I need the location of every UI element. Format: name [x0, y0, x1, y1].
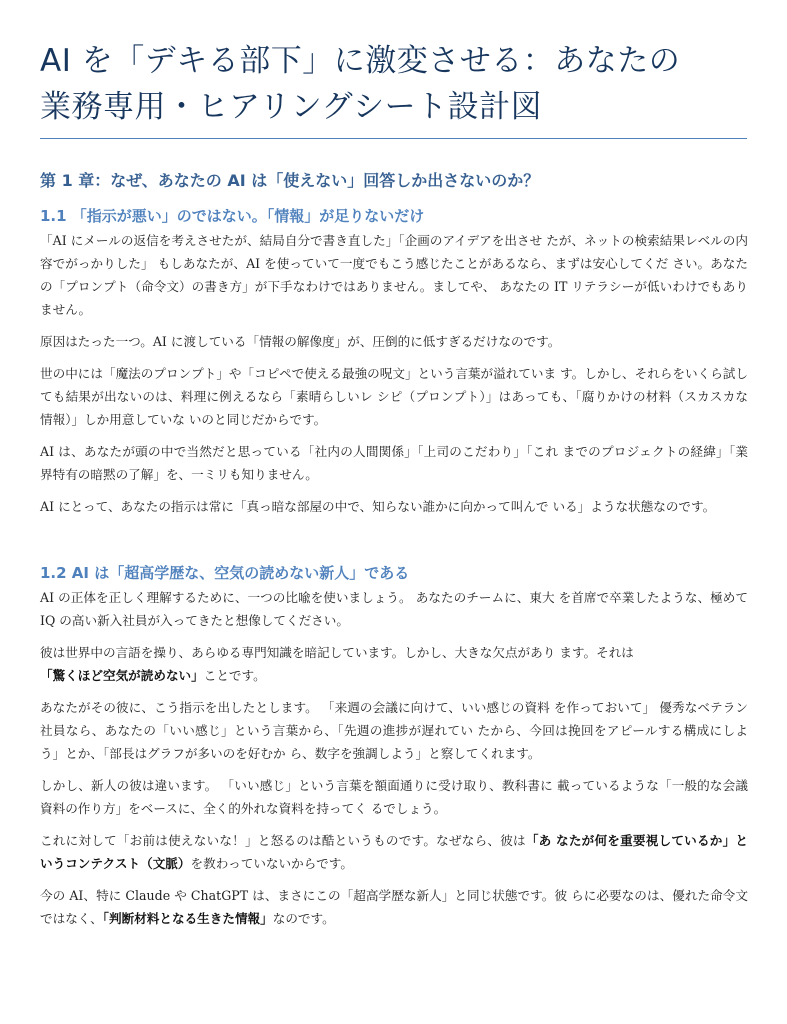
section-1-1-paragraph-5: AI にとって、あなたの指示は常に「真っ暗な部屋の中で、知らない誰かに向かって叫んで いる」ような状態なのです。 [40, 499, 716, 514]
section-1-1-paragraph-1: 「AI にメールの返信を考えさせたが、結局自分で書き直した」「企画のアイデアを出させ たが、ネットの検索結果レベルの内容でがっかりした」 もしあなたが、AI を使っていて一度でもこう感じたことがあるなら、まずは安心してくだ さい。あなたの「プロンプト（命令文）の書き方」が下手なわけではありません。ましてや、 あなたの IT リテラシーが低いわけでもありません。 [40, 233, 748, 317]
section-1-2-heading: 1.2 AI は「超高学歴な、空気の読めない新人」である [40, 564, 410, 582]
section-1-1-heading: 1.1 「指示が悪い」のではない。「情報」が足りないだけ [40, 207, 425, 225]
paragraph-text: 今の AI、特に Claude や ChatGPT は、まさにこの「超高学歴な新人」と同じ状態です。彼 らに必要なのは、優れた命令文ではなく、 [40, 888, 748, 926]
section-1-2-paragraph-3: あなたがその彼に、こう指示を出したとします。 「来週の会議に向けて、いい感じの資料 を作っておいて」 優秀なベテラン社員なら、あなたの「いい感じ」という言葉から、「先週の進捗が遅れてい たから、今回は挽回をアピールする構成にしよう」とか、「部長はグラフが多いのを好むか ら、数字を強調しよう」と察してくれます。 [40, 700, 748, 761]
title-divider [40, 138, 747, 139]
section-1-2-paragraph-2 [40, 641, 748, 687]
paragraph-text: 彼は世界中の言語を操り、あらゆる専門知識を暗記しています。しかし、大きな欠点があり ます。それは [40, 645, 634, 660]
paragraph-text: なのです。 [272, 911, 335, 926]
section-1-1-paragraph-4: AI は、あなたが頭の中で当然だと思っている「社内の人間関係」「上司のこだわり」「これ までのプロジェクトの経緯」「業界特有の暗黙の了解」を、一ミリも知りません。 [40, 444, 748, 482]
paragraph-text: ことです。 [203, 668, 266, 683]
document-title-line-2: 業務専用・ヒアリングシート設計図 [40, 89, 543, 125]
document-page [40, 38, 748, 939]
document-title [40, 38, 748, 130]
section-1-2-paragraph-6 [40, 884, 748, 930]
emphasis-text: 「驚くほど空気が読めない」 [40, 668, 204, 683]
section-1-2-paragraph-4: しかし、新人の彼は違います。 「いい感じ」という言葉を額面通りに受け取り、教科書に 載っているような「一般的な会議資料の作り方」をベースに、全く的外れな資料を持ってく るでしょう。 [40, 778, 748, 816]
paragraph-text: を教わっていないからです。 [190, 856, 353, 871]
section-1-2-paragraph-1: AI の正体を正しく理解するために、一つの比喩を使いましょう。 あなたのチームに、東大 を首席で卒業したような、極めて IQ の高い新入社員が入ってきたと想像してください。 [40, 590, 748, 628]
chapter-1-heading: 第 1 章：なぜ、あなたの AI は「使えない」回答しか出さないのか？ [40, 171, 540, 190]
emphasis-text: 「あ なたが何を重要視しているか」というコンテクスト（文脈） [40, 833, 748, 871]
emphasis-text: 「判断材料となる生きた情報」 [102, 911, 273, 926]
document-title-line-1: AI を「デキる部下」に激変させる：あなたの [40, 43, 681, 79]
section-1-1-paragraph-3: 世の中には「魔法のプロンプト」や「コピペで使える最強の呪文」という言葉が溢れていま す。しかし、それらをいくら試しても結果が出ないのは、料理に例えるなら「素晴らしいレ シピ（プロンプト）」はあっても、「腐りかけの材料（スカスカな情報）」しか用意していな いのと同じだからです。 [40, 366, 748, 427]
section-1-1-paragraph-2: 原因はたった一つ。AI に渡している「情報の解像度」が、圧倒的に低すぎるだけなのです。 [40, 334, 561, 349]
paragraph-text: これに対して「お前は使えないな！」と怒るのは酷というものです。なぜなら、彼は [40, 833, 526, 848]
section-1-2-paragraph-5 [40, 829, 748, 875]
